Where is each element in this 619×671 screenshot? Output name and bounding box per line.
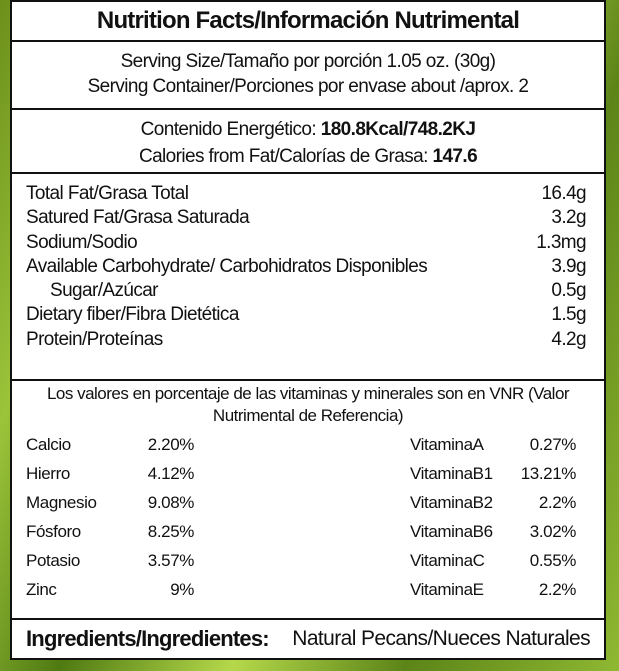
energy-label: Contenido Energético: (140, 119, 317, 140)
nutrient-label: Protein/Proteínas (26, 328, 163, 350)
vitamin-label: VitaminaB6 (410, 522, 493, 541)
fat-calories-label: Calories from Fat/Calorías de Grasa: (138, 146, 428, 167)
nutrients-section (12, 174, 604, 381)
nutrient-row (26, 328, 586, 352)
nutrient-value: 3.2g (551, 207, 586, 229)
nutrient-value: 1.5g (551, 304, 586, 326)
vitamin-label: VitaminaC (410, 551, 485, 570)
vitamin-row (12, 547, 604, 575)
vitamin-value: 2.2% (538, 580, 576, 599)
mineral-value: 2.20% (147, 435, 194, 454)
nutrient-label: Sugar/Azúcar (50, 280, 158, 302)
nutrient-label: Total Fat/Grasa Total (26, 183, 189, 204)
vitamin-row (12, 460, 604, 488)
nutrient-label: Dietary fiber/Fibra Dietética (26, 304, 239, 326)
vitamin-value: 0.27% (529, 435, 576, 454)
nutrient-value: 0.5g (551, 280, 586, 302)
nutrient-value: 1.3mg (536, 231, 586, 253)
ingredients-section (12, 618, 604, 658)
energy-content (12, 116, 604, 143)
energy-value: 180.8Kcal/748.2KJ (320, 119, 476, 140)
mineral-value: 3.57% (147, 551, 194, 570)
vitamin-value: 0.55% (529, 551, 576, 570)
mineral-value: 8.25% (147, 522, 194, 541)
vitamin-row (12, 576, 604, 604)
vitamin-label: VitaminaE (410, 580, 484, 599)
mineral-value: 9.08% (147, 493, 194, 512)
nutrient-value: 16.4g (541, 183, 586, 204)
vitamin-value: 13.21% (520, 464, 576, 483)
serving-size: Serving Size/Tamaño por porción 1.05 oz. (30g) (120, 51, 496, 72)
ingredients-value: Natural Pecans/Nueces Naturales (292, 627, 590, 650)
vitamins-table (12, 427, 604, 597)
mineral-label: Calcio (26, 435, 71, 454)
nutrient-label: Sodium/Sodio (26, 231, 138, 253)
ingredients-label: Ingredients/Ingredientes: (26, 626, 269, 651)
mineral-label: Fósforo (26, 522, 81, 541)
serving-container: Serving Container/Porciones por envase about /aprox. 2 (87, 76, 529, 97)
vitamin-row (12, 518, 604, 546)
vitamin-label: VitaminaB1 (410, 464, 493, 483)
nutrient-value: 4.2g (551, 328, 586, 350)
mineral-value: 9% (170, 580, 194, 599)
nutrient-label: Satured Fat/Grasa Saturada (26, 207, 250, 229)
vitamin-value: 2.2% (538, 493, 576, 512)
vitamin-note: Los valores en porcentaje de las vitaminas y minerales son en VNR (Valor Nutrimental de Referencia) (46, 384, 570, 425)
mineral-label: Potasio (26, 551, 80, 570)
nutrient-value: 3.9g (551, 255, 586, 277)
energy-section (12, 110, 604, 174)
nutrition-label (10, 0, 606, 660)
fat-calories (12, 143, 604, 170)
nutrient-row (26, 303, 586, 327)
vitamin-label: VitaminaB2 (410, 493, 493, 512)
nutrient-row (26, 182, 586, 206)
vitamin-label: VitaminaA (410, 435, 484, 454)
nutrient-row (26, 231, 586, 255)
fat-calories-value: 147.6 (432, 146, 478, 167)
vitamin-value: 3.02% (529, 522, 576, 541)
nutrient-row (26, 279, 586, 303)
mineral-label: Zinc (26, 580, 57, 599)
nutrient-row (26, 255, 586, 279)
vitamin-row (12, 431, 604, 459)
nutrient-row (26, 206, 586, 230)
mineral-value: 4.12% (147, 464, 194, 483)
vitamin-row (12, 489, 604, 517)
label-title: Nutrition Facts/Información Nutrimental (12, 2, 604, 42)
mineral-label: Hierro (26, 464, 70, 483)
nutrient-label: Available Carbohydrate/ Carbohidratos Disponibles (26, 255, 428, 277)
serving-section (12, 42, 604, 110)
mineral-label: Magnesio (26, 493, 97, 512)
